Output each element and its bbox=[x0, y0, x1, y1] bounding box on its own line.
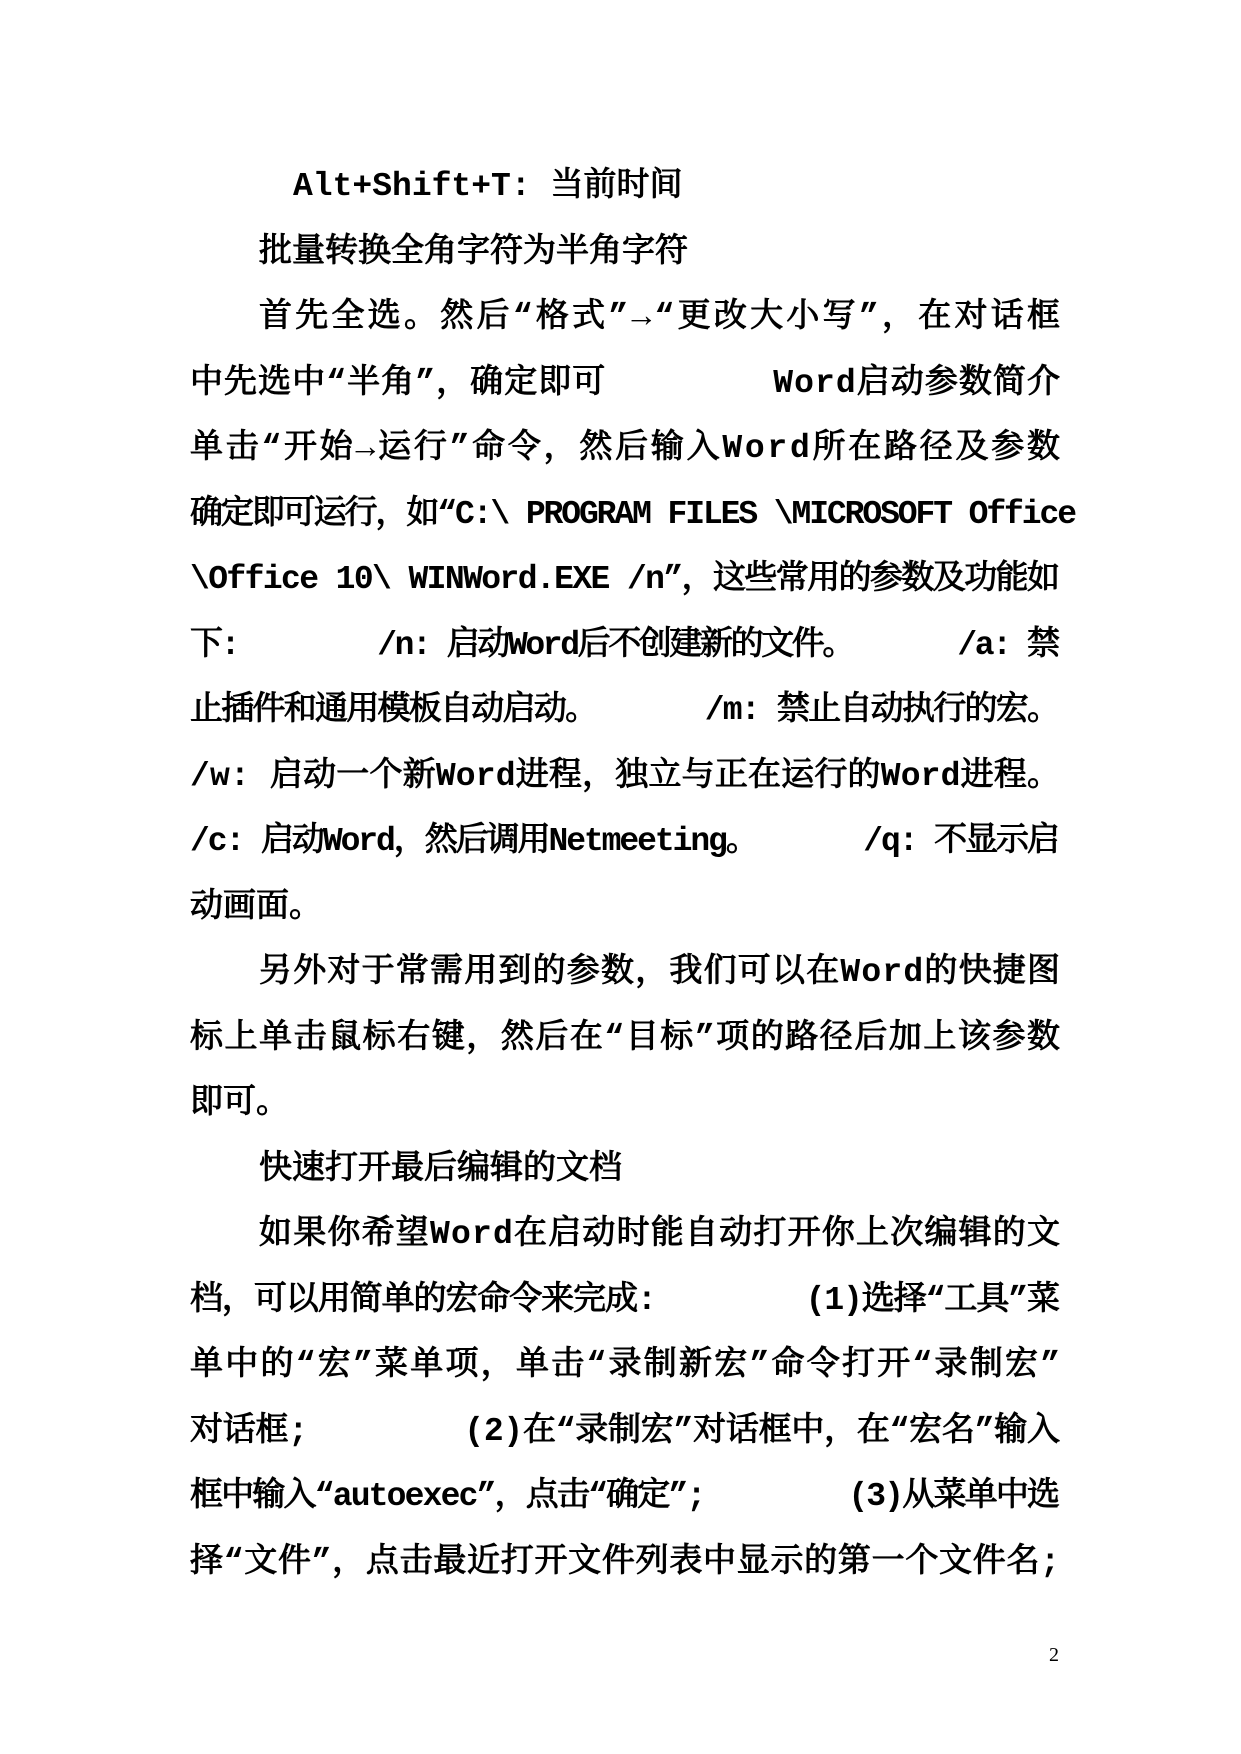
text-line: 择“文件”，点击最近打开文件列表中显示的第一个文件名; bbox=[190, 1543, 1061, 1581]
section-heading: 快速打开最后编辑的文档 bbox=[259, 1150, 622, 1188]
text-line: 即可。 bbox=[190, 1085, 289, 1122]
section-heading: 批量转换全角字符为半角字符 bbox=[259, 233, 688, 271]
text-line: 标上单击鼠标右键，然后在“目标”项的路径后加上该参数 bbox=[190, 1019, 1062, 1057]
page-number: 2 bbox=[1049, 1644, 1059, 1666]
text-line: 下: /n: 启动Word后不创建新的文件。 /a: 禁 bbox=[190, 626, 1058, 664]
text-line: 档，可以用简单的宏命令来完成: (1)选择“工具”菜 bbox=[190, 1281, 1059, 1319]
text-line: Alt+Shift+T: 当前时间 bbox=[293, 168, 683, 205]
text-line: 对话框; (2)在“录制宏”对话框中，在“宏名”输入 bbox=[190, 1412, 1060, 1450]
text-line: 另外对于常需用到的参数，我们可以在Word的快捷图 bbox=[259, 954, 1062, 991]
text-line: 如果你希望Word在启动时能自动打开你上次编辑的文 bbox=[259, 1216, 1062, 1253]
text-line: 框中输入“autoexec”，点击“确定”; (3)从菜单中选 bbox=[190, 1478, 1059, 1515]
text-line: 确定即可运行，如“C:\ PROGRAM FILES \MICROSOFT Office bbox=[190, 495, 1075, 533]
text-line: 单中的“宏”菜单项，单击“录制新宏”命令打开“录制宏” bbox=[190, 1347, 1063, 1384]
text-line: 首先全选。然后“格式”→“更改大小写”，在对话框 bbox=[259, 299, 1064, 336]
text-line: /c: 启动Word，然后调用Netmeeting。 /q: 不显示启 bbox=[190, 823, 1058, 860]
text-line: 单击“开始→运行”命令，然后输入Word所在路径及参数 bbox=[190, 430, 1063, 467]
body-text bbox=[0, 154, 1241, 1595]
text-line: 止插件和通用模板自动启动。 /m: 禁止自动执行的宏。 bbox=[190, 692, 1059, 729]
text-line: 动画面。 bbox=[190, 888, 322, 926]
text-line: \Office 10\ WINWord.EXE /n”，这些常用的参数及功能如 bbox=[190, 561, 1059, 598]
text-line: 中先选中“半角”，确定即可 Word启动参数简介 bbox=[190, 364, 1062, 402]
text-line: /w: 启动一个新Word进程，独立与正在运行的Word进程。 bbox=[190, 757, 1061, 795]
